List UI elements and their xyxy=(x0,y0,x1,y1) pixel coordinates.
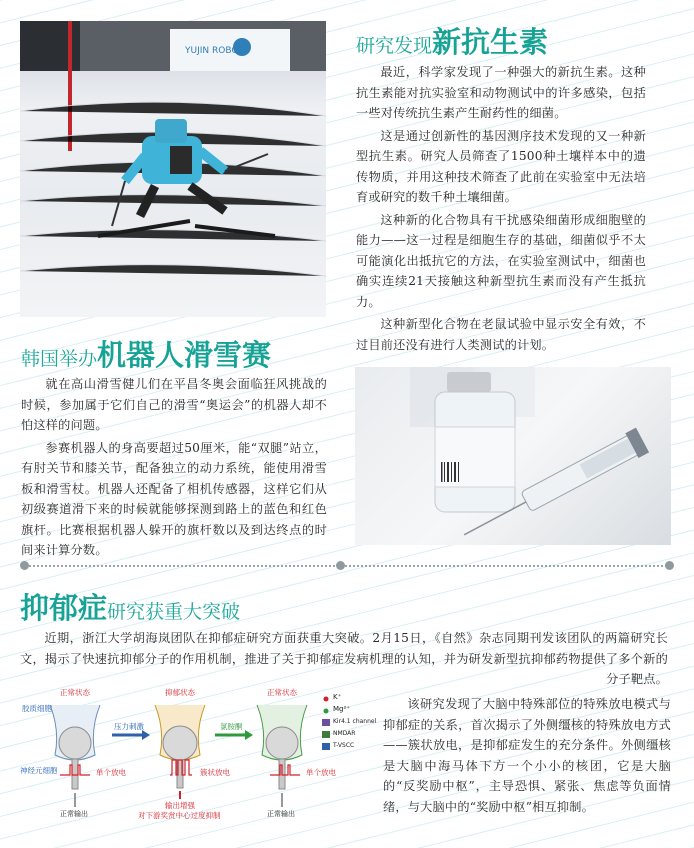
article2-paragraph: 就在高山滑雪健儿们在平昌冬奥会面临狂风挑战的时候，参加属于它们自己的滑雪“奥运会”的机器人却不怕这样的问题。 xyxy=(21,377,327,432)
label-output-inhibit: 对下游奖赏中心过度抑制 xyxy=(138,811,221,820)
article3-paragraph: 该研究发现了大脑中特殊部位的特殊放电模式与抑郁症的关系，首次揭示了外侧缰核的特殊放电方式——簇状放电，是抑郁症发生的充分条件。外侧缰核是大脑中海马体下方一个小小的核团，它是大脑的“反奖励中枢”，主导恐惧、紧张、焦虑等负面情绪，与大脑中的“奖励中枢”相互抑制。 xyxy=(383,697,671,814)
divider-dot-icon xyxy=(665,561,674,570)
article1-title xyxy=(356,20,548,61)
neuron-firing-diagram xyxy=(20,685,378,830)
article3-body xyxy=(383,694,671,817)
vial-syringe-scene xyxy=(355,367,671,545)
article2-title-big: 机器人滑雪赛 xyxy=(97,338,272,372)
label-neuron: 神经元细胞 xyxy=(20,766,58,775)
robot-ski-scene xyxy=(20,21,326,317)
label-depressed-state: 抑郁状态 xyxy=(165,688,195,697)
article2-title-small: 韩国举办 xyxy=(21,348,98,370)
legend-tvscc: T-VSCC xyxy=(333,742,355,749)
label-normal-state: 正常状态 xyxy=(60,688,90,697)
article1-paragraph: 这种新的化合物具有干扰感染细菌形成细胞壁的能力——这一过程是细胞生存的基础，细菌似乎不太可能演化出抵抗它的方法，在实验室测试中，细菌也确实连续21天接触这种新型抗生素而没有产生抵抗力。 xyxy=(356,212,646,309)
label-output-normal-2: 正常输出 xyxy=(267,810,295,818)
article1-paragraph: 这是通过创新性的基因测序技术发现的又一种新型抗生素。研究人员筛查了1500种土壤样本中的遗传物质，并用这种技术筛查了此前在实验室中无法培育或研究的数千种土壤细菌。 xyxy=(356,128,646,204)
label-output-normal-1: 正常输出 xyxy=(60,810,88,818)
article1-paragraph: 这种新型化合物在老鼠试验中显示安全有效，不过目前还没有进行人类测试的计划。 xyxy=(356,317,646,352)
neuron-depressed xyxy=(155,705,205,788)
label-ketamine: 氯胺酮 xyxy=(220,722,243,731)
label-stress: 压力刺激 xyxy=(114,722,144,731)
article3-title-small: 研究获重大突破 xyxy=(107,601,241,623)
label-single-fire-1: 单个放电 xyxy=(96,768,126,777)
article2-title xyxy=(21,333,271,374)
article2-body xyxy=(21,374,327,561)
article1-title-small: 研究发现 xyxy=(356,35,433,57)
article3-title xyxy=(20,586,240,627)
robot-ski-photo xyxy=(20,21,326,317)
vial-syringe-photo xyxy=(355,367,671,545)
label-normal-state-2: 正常状态 xyxy=(267,688,297,697)
article3-title-big: 抑郁症 xyxy=(20,591,108,625)
label-single-fire-2: 单个放电 xyxy=(306,768,336,777)
divider-dot-icon xyxy=(20,561,29,570)
article1-title-big: 新抗生素 xyxy=(432,25,549,59)
legend-kir: Kir4.1 channel xyxy=(333,718,377,725)
label-burst-fire: 簇状放电 xyxy=(200,768,230,777)
legend-mg: Mg²⁺ xyxy=(333,705,350,713)
sponsor-sign: YUJIN ROBOT xyxy=(185,46,244,56)
label-glia: 胶质细胞 xyxy=(22,704,52,713)
article2-paragraph: 参赛机器人的身高要超过50厘米，能“双腿”站立，有肘关节和膝关节，配备独立的动力系统，能使用滑雪板和滑雪杖。机器人还配备了相机传感器，这样它们从初级赛道滑下来的时候就能够探测到路上的蓝色和红色旗杆。比赛根据机器人躲开的旗杆数以及到达终点的时间来计算分数。 xyxy=(21,440,327,557)
article3-intro-text: 近期，浙江大学胡海岚团队在抑郁症研究方面获重大突破。2月15日，《自然》杂志同期刊发该团队的两篇研究长文，揭示了快速抗抑郁分子的作用机制，推进了关于抑郁症发病机理的认知，并为研发新型抗抑郁药物提供了多个新的分子靶点。 xyxy=(20,631,668,686)
article1-paragraph: 最近，科学家发现了一种强大的新抗生素。这种抗生素能对抗实验室和动物测试中的许多感染，包括一些对传统抗生素产生耐药性的细菌。 xyxy=(356,65,646,120)
divider-dot-icon xyxy=(336,561,345,570)
neuron-normal-2 xyxy=(257,705,307,789)
article1-body xyxy=(356,62,646,355)
neuron-normal-1 xyxy=(50,705,100,789)
legend-markers xyxy=(322,697,330,751)
legend-nmdar: NMDAR xyxy=(333,730,356,737)
article3-intro xyxy=(20,628,668,690)
legend-k: K⁺ xyxy=(333,693,342,701)
section-divider xyxy=(22,565,670,569)
label-output-enhanced: 输出增强 xyxy=(165,801,195,810)
